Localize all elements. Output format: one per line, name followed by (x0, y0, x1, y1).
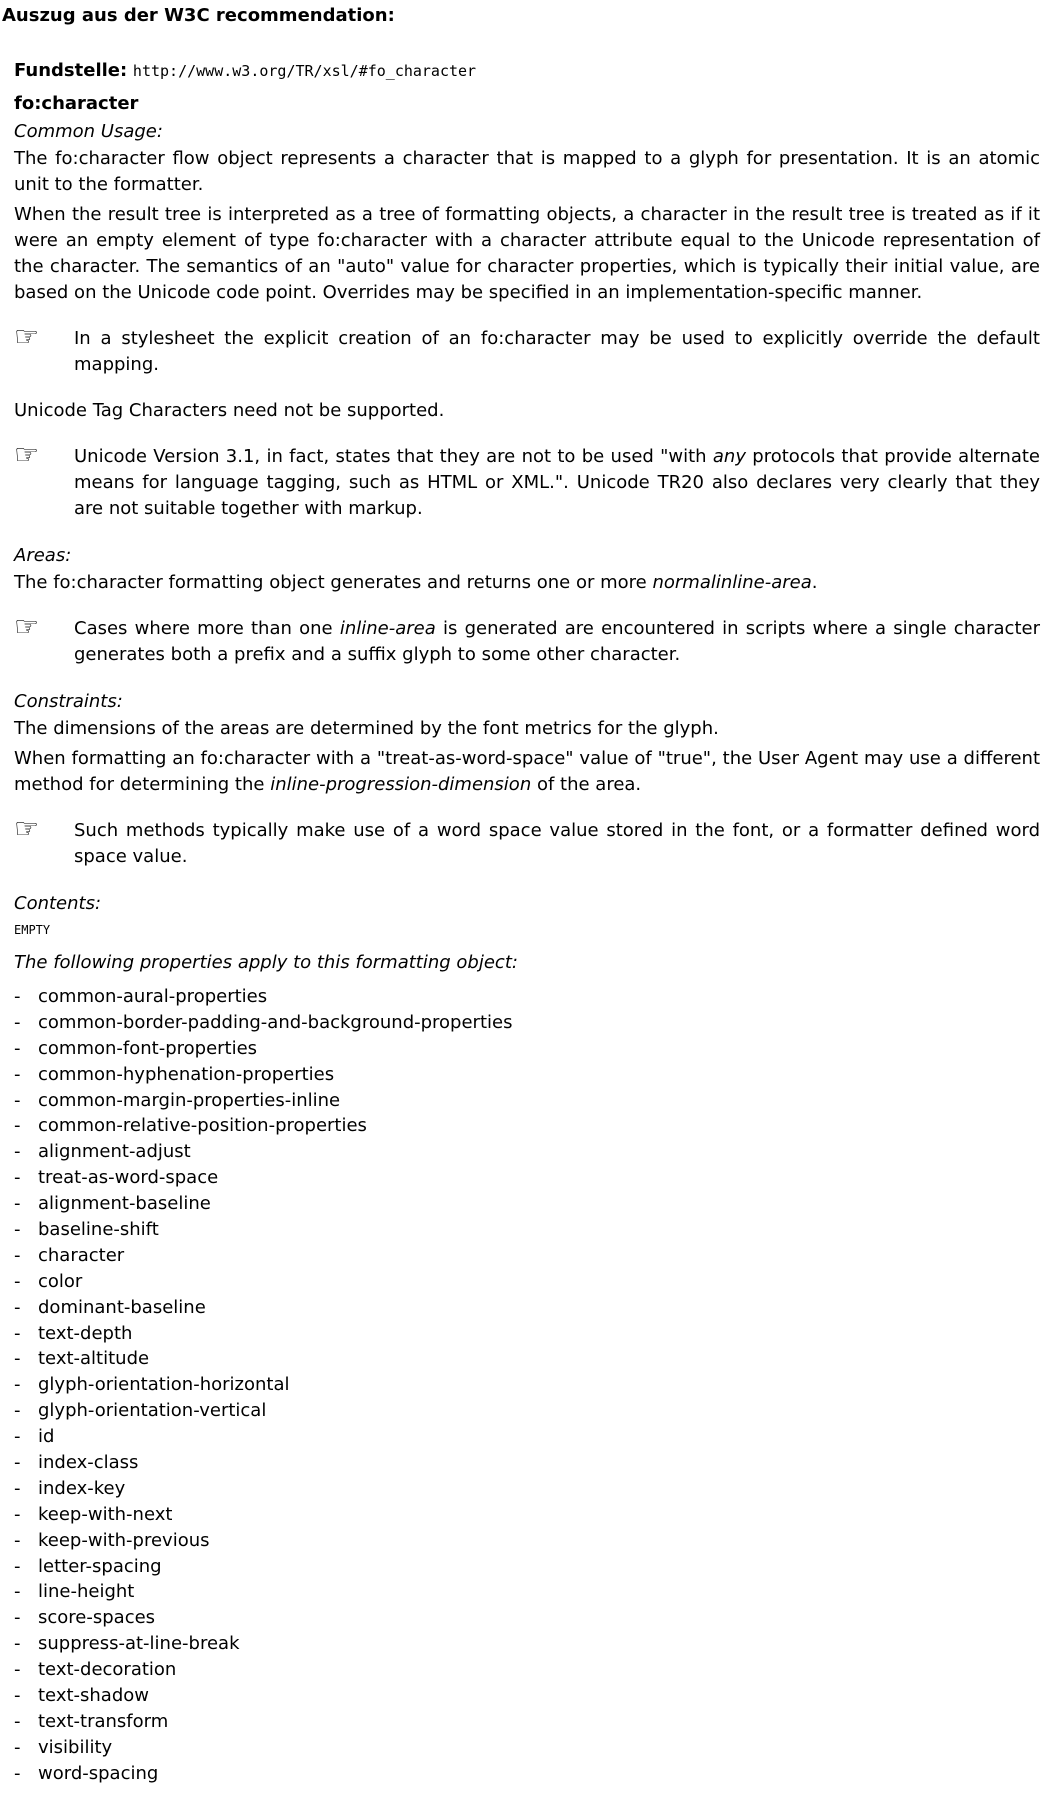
property-name: glyph-orientation-horizontal (38, 1374, 290, 1396)
note-text: Such methods typically make use of a word space value stored in the font, or a formatter defined word space value. (74, 820, 1040, 867)
common-usage-paragraph-2: When the result tree is interpreted as a tree of formatting objects, a character in the result tree is treated as if it were an empty element of type fo:character with a character attribute equal to the Unicode representation of the character. The semantics of an "auto" value for character properties, which is typically their initial value, are based on the Unicode code point. Overrides may be specified in an implementation-specific manner. (14, 204, 1040, 303)
note-text: Unicode Version 3.1, in fact, states that they are not to be used "with any protocols that provide alternate means for language tagging, such as HTML or XML.". Unicode TR20 also declares very clearly that they are not suitable together with markup. (74, 446, 1040, 519)
spec-excerpt (14, 58, 1040, 1787)
property-list-item (14, 1346, 1040, 1372)
areas-label: Areas: (14, 545, 72, 566)
property-list-item (14, 1010, 1040, 1036)
list-dash: - (14, 1633, 21, 1655)
contents-value: EMPTY (14, 923, 51, 937)
list-dash: - (14, 1270, 21, 1292)
source-url: http://www.w3.org/TR/xsl/#fo_character (132, 62, 477, 80)
pointing-hand-icon: ☞ (14, 812, 40, 845)
list-dash: - (14, 1762, 21, 1784)
note-inline-areas (14, 610, 1040, 668)
note-word-space (14, 812, 1040, 870)
property-list-item (14, 1450, 1040, 1476)
property-list-item (14, 1579, 1040, 1605)
property-list-item (14, 1631, 1040, 1657)
property-list-item (14, 1269, 1040, 1295)
emphasis: inline-area (339, 618, 436, 639)
source-label: Fundstelle: (14, 60, 128, 81)
property-name: text-transform (38, 1710, 169, 1732)
note-override-mapping (14, 320, 1040, 378)
emphasis: inline-progression-dimension (270, 774, 532, 795)
property-list-item (14, 1605, 1040, 1631)
pointing-hand-icon: ☞ (14, 438, 40, 471)
property-list-item (14, 1321, 1040, 1347)
list-dash: - (14, 1167, 21, 1189)
property-list-item (14, 1554, 1040, 1580)
property-list-item (14, 1036, 1040, 1062)
note-text: In a stylesheet the explicit creation of an fo:character may be used to explicitly override the default mapping. (74, 328, 1040, 375)
property-name: score-spaces (38, 1607, 156, 1629)
property-list-item (14, 1683, 1040, 1709)
property-list-item (14, 1139, 1040, 1165)
property-list-item (14, 1217, 1040, 1243)
pointing-hand-icon: ☞ (14, 610, 40, 643)
list-dash: - (14, 1348, 21, 1370)
property-name: common-aural-properties (38, 986, 268, 1007)
list-dash: - (14, 1115, 21, 1137)
property-list-item (14, 1165, 1040, 1191)
property-name: common-relative-position-properties (38, 1115, 367, 1137)
list-dash: - (14, 986, 21, 1007)
property-name: alignment-adjust (38, 1141, 191, 1163)
areas-paragraph: The fo:character formatting object generates and returns one or more normalinline-area. (14, 572, 818, 593)
property-list-item (14, 1372, 1040, 1398)
properties-list (14, 984, 1040, 1787)
emphasis: any (712, 446, 746, 467)
property-name: character (38, 1244, 125, 1266)
list-dash: - (14, 1063, 21, 1085)
property-list-item (14, 1424, 1040, 1450)
property-name: index-class (38, 1452, 139, 1474)
property-list-item (14, 1528, 1040, 1554)
list-dash: - (14, 1400, 21, 1422)
property-list-item (14, 1476, 1040, 1502)
property-name: treat-as-word-space (38, 1167, 219, 1189)
constraints-label: Constraints: (14, 691, 123, 712)
property-name: alignment-baseline (38, 1193, 211, 1215)
list-dash: - (14, 1037, 21, 1059)
property-name: suppress-at-line-break (38, 1633, 240, 1655)
list-dash: - (14, 1529, 21, 1551)
property-name: dominant-baseline (38, 1296, 206, 1318)
constraints-paragraph-2: When formatting an fo:character with a "treat-as-word-space" value of "true", the User Agent may use a different method for determining the inline-progression-dimension of the area. (14, 748, 1040, 795)
property-name: common-border-padding-and-background-properties (38, 1011, 513, 1033)
property-name: common-margin-properties-inline (38, 1089, 341, 1111)
properties-intro: The following properties apply to this formatting object: (14, 952, 518, 973)
list-dash: - (14, 1193, 21, 1215)
property-list-item (14, 1088, 1040, 1114)
property-name: line-height (38, 1581, 135, 1603)
list-dash: - (14, 1296, 21, 1318)
list-dash: - (14, 1555, 21, 1577)
property-list-item (14, 1709, 1040, 1735)
property-name: keep-with-next (38, 1503, 173, 1525)
list-dash: - (14, 1374, 21, 1396)
source-reference (14, 58, 1040, 84)
emphasis: normalinline-area (652, 572, 812, 593)
pointing-hand-icon: ☞ (14, 320, 40, 353)
tag-characters-text: Unicode Tag Characters need not be supported. (14, 400, 445, 421)
list-dash: - (14, 1141, 21, 1163)
property-name: text-decoration (38, 1659, 177, 1681)
property-name: text-shadow (38, 1685, 149, 1707)
list-dash: - (14, 1607, 21, 1629)
property-name: letter-spacing (38, 1555, 162, 1577)
property-name: id (38, 1426, 55, 1448)
property-list-item (14, 1295, 1040, 1321)
constraints-paragraph-1: The dimensions of the areas are determined by the font metrics for the glyph. (14, 718, 719, 739)
list-dash: - (14, 1710, 21, 1732)
property-name: text-depth (38, 1322, 133, 1344)
property-list-item (14, 1113, 1040, 1139)
property-list-item (14, 984, 1040, 1010)
list-dash: - (14, 1503, 21, 1525)
property-name: glyph-orientation-vertical (38, 1400, 267, 1422)
property-name: visibility (38, 1736, 113, 1758)
list-dash: - (14, 1244, 21, 1266)
property-list-item (14, 1062, 1040, 1088)
property-list-item (14, 1191, 1040, 1217)
property-list-item (14, 1735, 1040, 1761)
list-dash: - (14, 1659, 21, 1681)
list-dash: - (14, 1426, 21, 1448)
contents-label: Contents: (14, 893, 102, 914)
list-dash: - (14, 1581, 21, 1603)
property-list-item (14, 1243, 1040, 1269)
list-dash: - (14, 1736, 21, 1758)
list-dash: - (14, 1011, 21, 1033)
property-name: common-hyphenation-properties (38, 1063, 335, 1085)
list-dash: - (14, 1452, 21, 1474)
property-name: keep-with-previous (38, 1529, 210, 1551)
property-list-item (14, 1502, 1040, 1528)
property-list-item (14, 1398, 1040, 1424)
property-list-item (14, 1761, 1040, 1787)
property-name: word-spacing (38, 1762, 159, 1784)
list-dash: - (14, 1089, 21, 1111)
common-usage-label: Common Usage: (14, 121, 163, 142)
object-name: fo:character (14, 93, 139, 114)
property-name: color (38, 1270, 83, 1292)
property-name: baseline-shift (38, 1219, 159, 1241)
list-dash: - (14, 1322, 21, 1344)
list-dash: - (14, 1219, 21, 1241)
note-unicode-version (14, 438, 1040, 522)
common-usage-paragraph-1: The fo:character flow object represents a character that is mapped to a glyph for presentation. It is an atomic unit to the formatter. (14, 148, 1040, 195)
list-dash: - (14, 1685, 21, 1707)
property-name: text-altitude (38, 1348, 150, 1370)
note-text: Cases where more than one inline-area is generated are encountered in scripts where a single character generates both a prefix and a suffix glyph to some other character. (74, 618, 1040, 665)
list-dash: - (14, 1477, 21, 1499)
property-list-item (14, 1657, 1040, 1683)
document-title: Auszug aus der W3C recommendation: (2, 5, 395, 26)
property-name: common-font-properties (38, 1037, 258, 1059)
property-name: index-key (38, 1477, 126, 1499)
